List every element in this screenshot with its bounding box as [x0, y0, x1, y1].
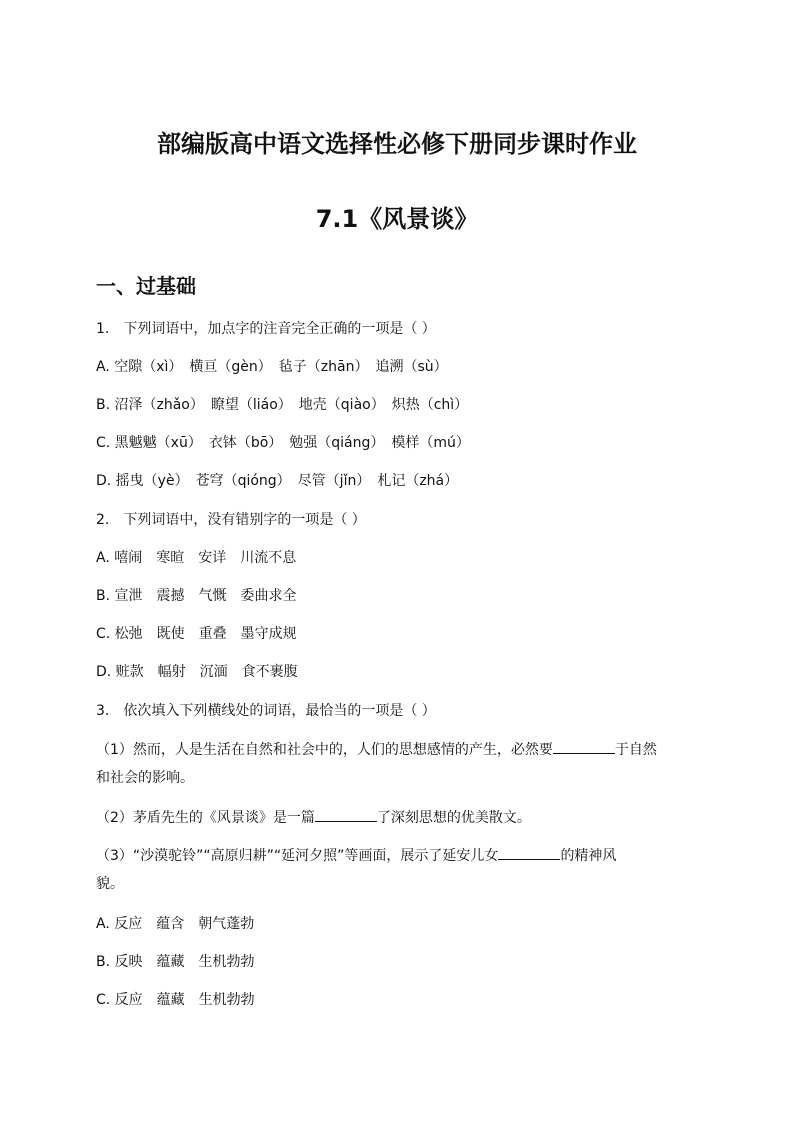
question-3-stem: 3. 依次填入下列横线处的词语，最恰当的一项是（ ） [96, 703, 436, 719]
question-3-sentence-3-cont: 貌。 [96, 876, 124, 892]
question-3-sentence-3 [96, 845, 616, 866]
question-3-option-c: C. 反应 蕴藏 生机勃勃 [96, 992, 255, 1008]
question-1-option-b: B. 沼泽（zhǎo） 瞭望（liáo） 地壳（qiào） 炽热（chì） [96, 397, 469, 413]
question-3-option-b: B. 反映 蕴藏 生机勃勃 [96, 954, 255, 970]
question-1-stem: 1. 下列词语中，加点字的注音完全正确的一项是（ ） [96, 321, 436, 337]
sentence-1-text-a: （1）然而，人是生活在自然和社会中的，人们的思想感情的产生，必然要 [96, 742, 553, 758]
document-title: 部编版高中语文选择性必修下册同步课时作业 [157, 130, 637, 158]
fill-blank-1 [553, 739, 615, 754]
question-1-option-c: C. 黑魆魆（xū） 衣钵（bō） 勉强（qiáng） 模样（mú） [96, 435, 470, 451]
document-subtitle: 7.1《风景谈》 [315, 205, 479, 233]
question-3-option-a: A. 反应 蕴含 朝气蓬勃 [96, 916, 255, 932]
question-3-sentence-1 [96, 739, 657, 760]
sentence-2-text-b: 了深刻思想的优美散文。 [376, 810, 531, 826]
question-2-option-d: D. 赃款 幅射 沉湎 食不裹腹 [96, 664, 298, 680]
question-3-sentence-2 [96, 807, 531, 828]
question-2-option-a: A. 嘻闹 寒暄 安详 川流不息 [96, 550, 297, 566]
question-2-option-b: B. 宣泄 震撼 气慨 委曲求全 [96, 588, 297, 604]
sentence-2-text-a: （2）茅盾先生的《风景谈》是一篇 [96, 810, 315, 826]
question-2-option-c: C. 松弛 既使 重叠 墨守成规 [96, 626, 297, 642]
sentence-3-text-a: （3）“沙漠驼铃”“高原归耕”“延河夕照”等画面，展示了延安儿女 [96, 848, 499, 864]
fill-blank-3 [498, 845, 560, 860]
question-3-sentence-1-cont: 和社会的影响。 [96, 770, 194, 786]
question-1-option-a: A. 空隙（xì） 横亘（gèn） 毡子（zhān） 追溯（sù） [96, 359, 448, 375]
sentence-3-text-b: 的精神风 [560, 848, 617, 864]
section-heading: 一、过基础 [96, 274, 196, 298]
fill-blank-2 [315, 807, 377, 822]
question-2-stem: 2. 下列词语中，没有错别字的一项是（ ） [96, 512, 366, 528]
question-1-option-d: D. 摇曳（yè） 苍穹（qióng） 尽管（jǐn） 札记（zhá） [96, 473, 459, 489]
sentence-1-text-b: 于自然 [614, 742, 657, 758]
